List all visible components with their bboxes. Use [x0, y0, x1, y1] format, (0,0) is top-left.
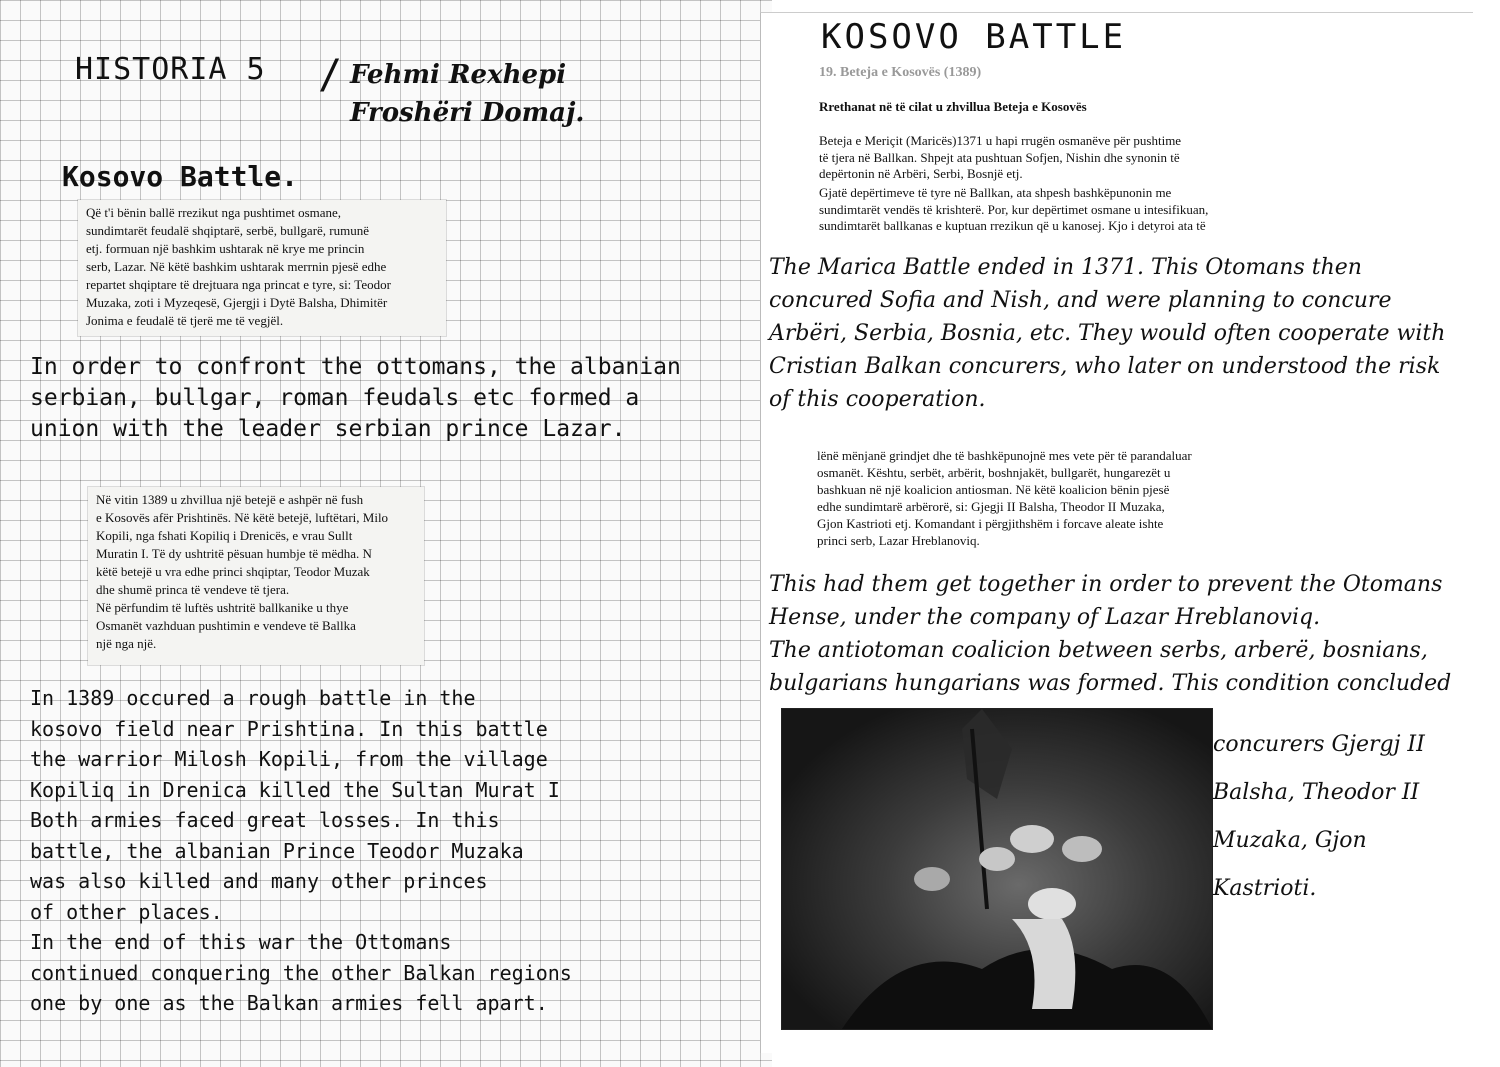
- battle-illustration: [781, 708, 1213, 1030]
- note-line: In the end of this war the Ottomans: [30, 930, 452, 954]
- note-line: bulgarians hungarians was formed. This condition concluded: [769, 671, 1452, 696]
- note-line: one by one as the Balkan armies fell apart.: [30, 991, 548, 1015]
- note-line: the warrior Milosh Kopili, from the village: [30, 747, 548, 771]
- note-line: Hense, under the company of Lazar Hreblanoviq.: [769, 605, 1321, 630]
- note-line: Kopiliq in Drenica killed the Sultan Murat I: [30, 777, 560, 802]
- note-line: In order to confront the ottomans, the albanian: [30, 354, 681, 380]
- handwritten-notes-1: [30, 352, 681, 445]
- right-paper-page: [760, 12, 1473, 1053]
- clipping-text: Në vitin 1389 u zhvillua një betejë e ashpër në fush e Kosovës afër Prishtinës. Në këtë betejë, luftëtari, Milo Kopili, nga fshati Kopiliq i Drenicës, e vrau Sullt Muratin I. Të dy ushtritë pësuan humbje të mëdha. N këtë betejë u vra edhe princi shqiptar, Teodor Muzak dhe shumë princa të vendeve të tjera. Në përfundim të luftës ushtritë ballkanike u thye Osmanët vazhduan pushtimin e vendeve të Ballka një nga një.: [96, 492, 389, 651]
- note-line: Muzaka, Gjon: [1213, 828, 1367, 853]
- note-line: Cristian Balkan concurers, who later on understood the risk: [769, 354, 1441, 379]
- textbook-clipping-2: [88, 487, 424, 665]
- textbook-paragraph-2: Gjatë depërtimeve të tyre në Ballkan, ata shpesh bashkëpunonin me sundimtarët vendës të krishterë. Por, kur depërtimet osmane u intesifikuan, sundimtarët ballkanas e kuptuan rrezikun që u kanosej. Kjo i detyroi ata të: [819, 185, 1209, 233]
- clipping-text: Që t'i bënin ballë rrezikut nga pushtimet osmane, sundimtarët feudalë shqiptarë, serbë, bullgarë, rumunë etj. formuan një bashkim ushtarak në krye me princin serb, Lazar. Në këtë bashkim ushtarak merrnin pjesë edhe repartet shqiptare të drejtuara nga princat e tyre, si: Teodor Muzaka, zoti i Myzeqesë, Gjergji i Dytë Balsha, Dhimitër Jonima e feudalë të tjerë me të vegjël.: [86, 205, 391, 328]
- note-line: The antiotoman coalicion between serbs, arberë, bosnians,: [769, 638, 1428, 663]
- author-name-1: Fehmi Rexhepi: [350, 60, 567, 90]
- page-title: KOSOVO BATTLE: [821, 17, 1127, 57]
- note-line: Kastrioti.: [1213, 876, 1317, 901]
- handwritten-notes-2: [30, 683, 572, 1019]
- note-line: was also killed and many other princes: [30, 869, 488, 893]
- battle-scene-image: [782, 709, 1212, 1029]
- note-line: Arbëri, Serbia, Bosnia, etc. They would often cooperate with: [769, 321, 1446, 346]
- title-separator: /: [318, 52, 343, 98]
- note-line: This had them get together in order to prevent the Otomans: [769, 572, 1443, 597]
- subtitle: Kosovo Battle.: [62, 160, 299, 193]
- note-line: concured Sofia and Nish, and were planning to concure: [769, 288, 1392, 313]
- note-line: of other places.: [30, 899, 223, 924]
- textbook-clipping-1: [78, 200, 446, 336]
- handwritten-notes-3: [1213, 721, 1425, 913]
- section-heading: Rrethanat në të cilat u zhvillua Beteja e Kosovës: [819, 99, 1087, 114]
- note-line: The Marica Battle ended in 1371. This Otomans then: [769, 255, 1362, 280]
- note-line: kosovo field near Prishtina. In this battle: [30, 716, 548, 741]
- note-line: of this cooperation.: [769, 387, 986, 412]
- note-line: serbian, bullgar, roman feudals etc formed a: [30, 385, 640, 411]
- author-name-2: Froshëri Domaj.: [350, 98, 585, 128]
- page-title: HISTORIA 5: [75, 52, 266, 87]
- handwritten-notes-2: [769, 568, 1451, 700]
- note-line: continued conquering the other Balkan regions: [30, 960, 572, 985]
- clipping-text: lënë mënjanë grindjet dhe të bashkëpunojnë mes vete për të parandaluar osmanët. Kështu, serbët, arbërit, boshnjakët, bullgarët, hungarezët u bashkuan në një koalicion antiosman. Në këtë koalicion bënin pjesë edhe sundimtarë arbërorë, si: Gjegji II Balsha, Theodor II Muzaka, Gjon Kastrioti etj. Komandant i përgjithshëm i forcave aleate ishte princi serb, Lazar Hreblanoviq.: [817, 448, 1192, 548]
- note-line: In 1389 occured a rough battle in the: [30, 686, 476, 710]
- note-line: battle, the albanian Prince Teodor Muzaka: [30, 838, 524, 863]
- textbook-clipping-2: [809, 443, 1257, 557]
- handwritten-notes-1: [769, 251, 1445, 416]
- note-line: union with the leader serbian prince Lazar.: [30, 416, 626, 442]
- note-line: Both armies faced great losses. In this: [30, 808, 500, 832]
- textbook-paragraph-1: Beteja e Meriçit (Maricës)1371 u hapi rrugën osmanëve për pushtime të tjera në Ballkan. Shpejt ata pushtuan Sofjen, Nishin dhe synonin të depërtonin në Arbëri, Serbi, Bosnjë etj.: [819, 133, 1182, 181]
- note-line: concurers Gjergj II: [1213, 732, 1425, 757]
- note-line: Balsha, Theodor II: [1213, 780, 1420, 805]
- chapter-heading: 19. Beteja e Kosovës (1389): [819, 65, 982, 80]
